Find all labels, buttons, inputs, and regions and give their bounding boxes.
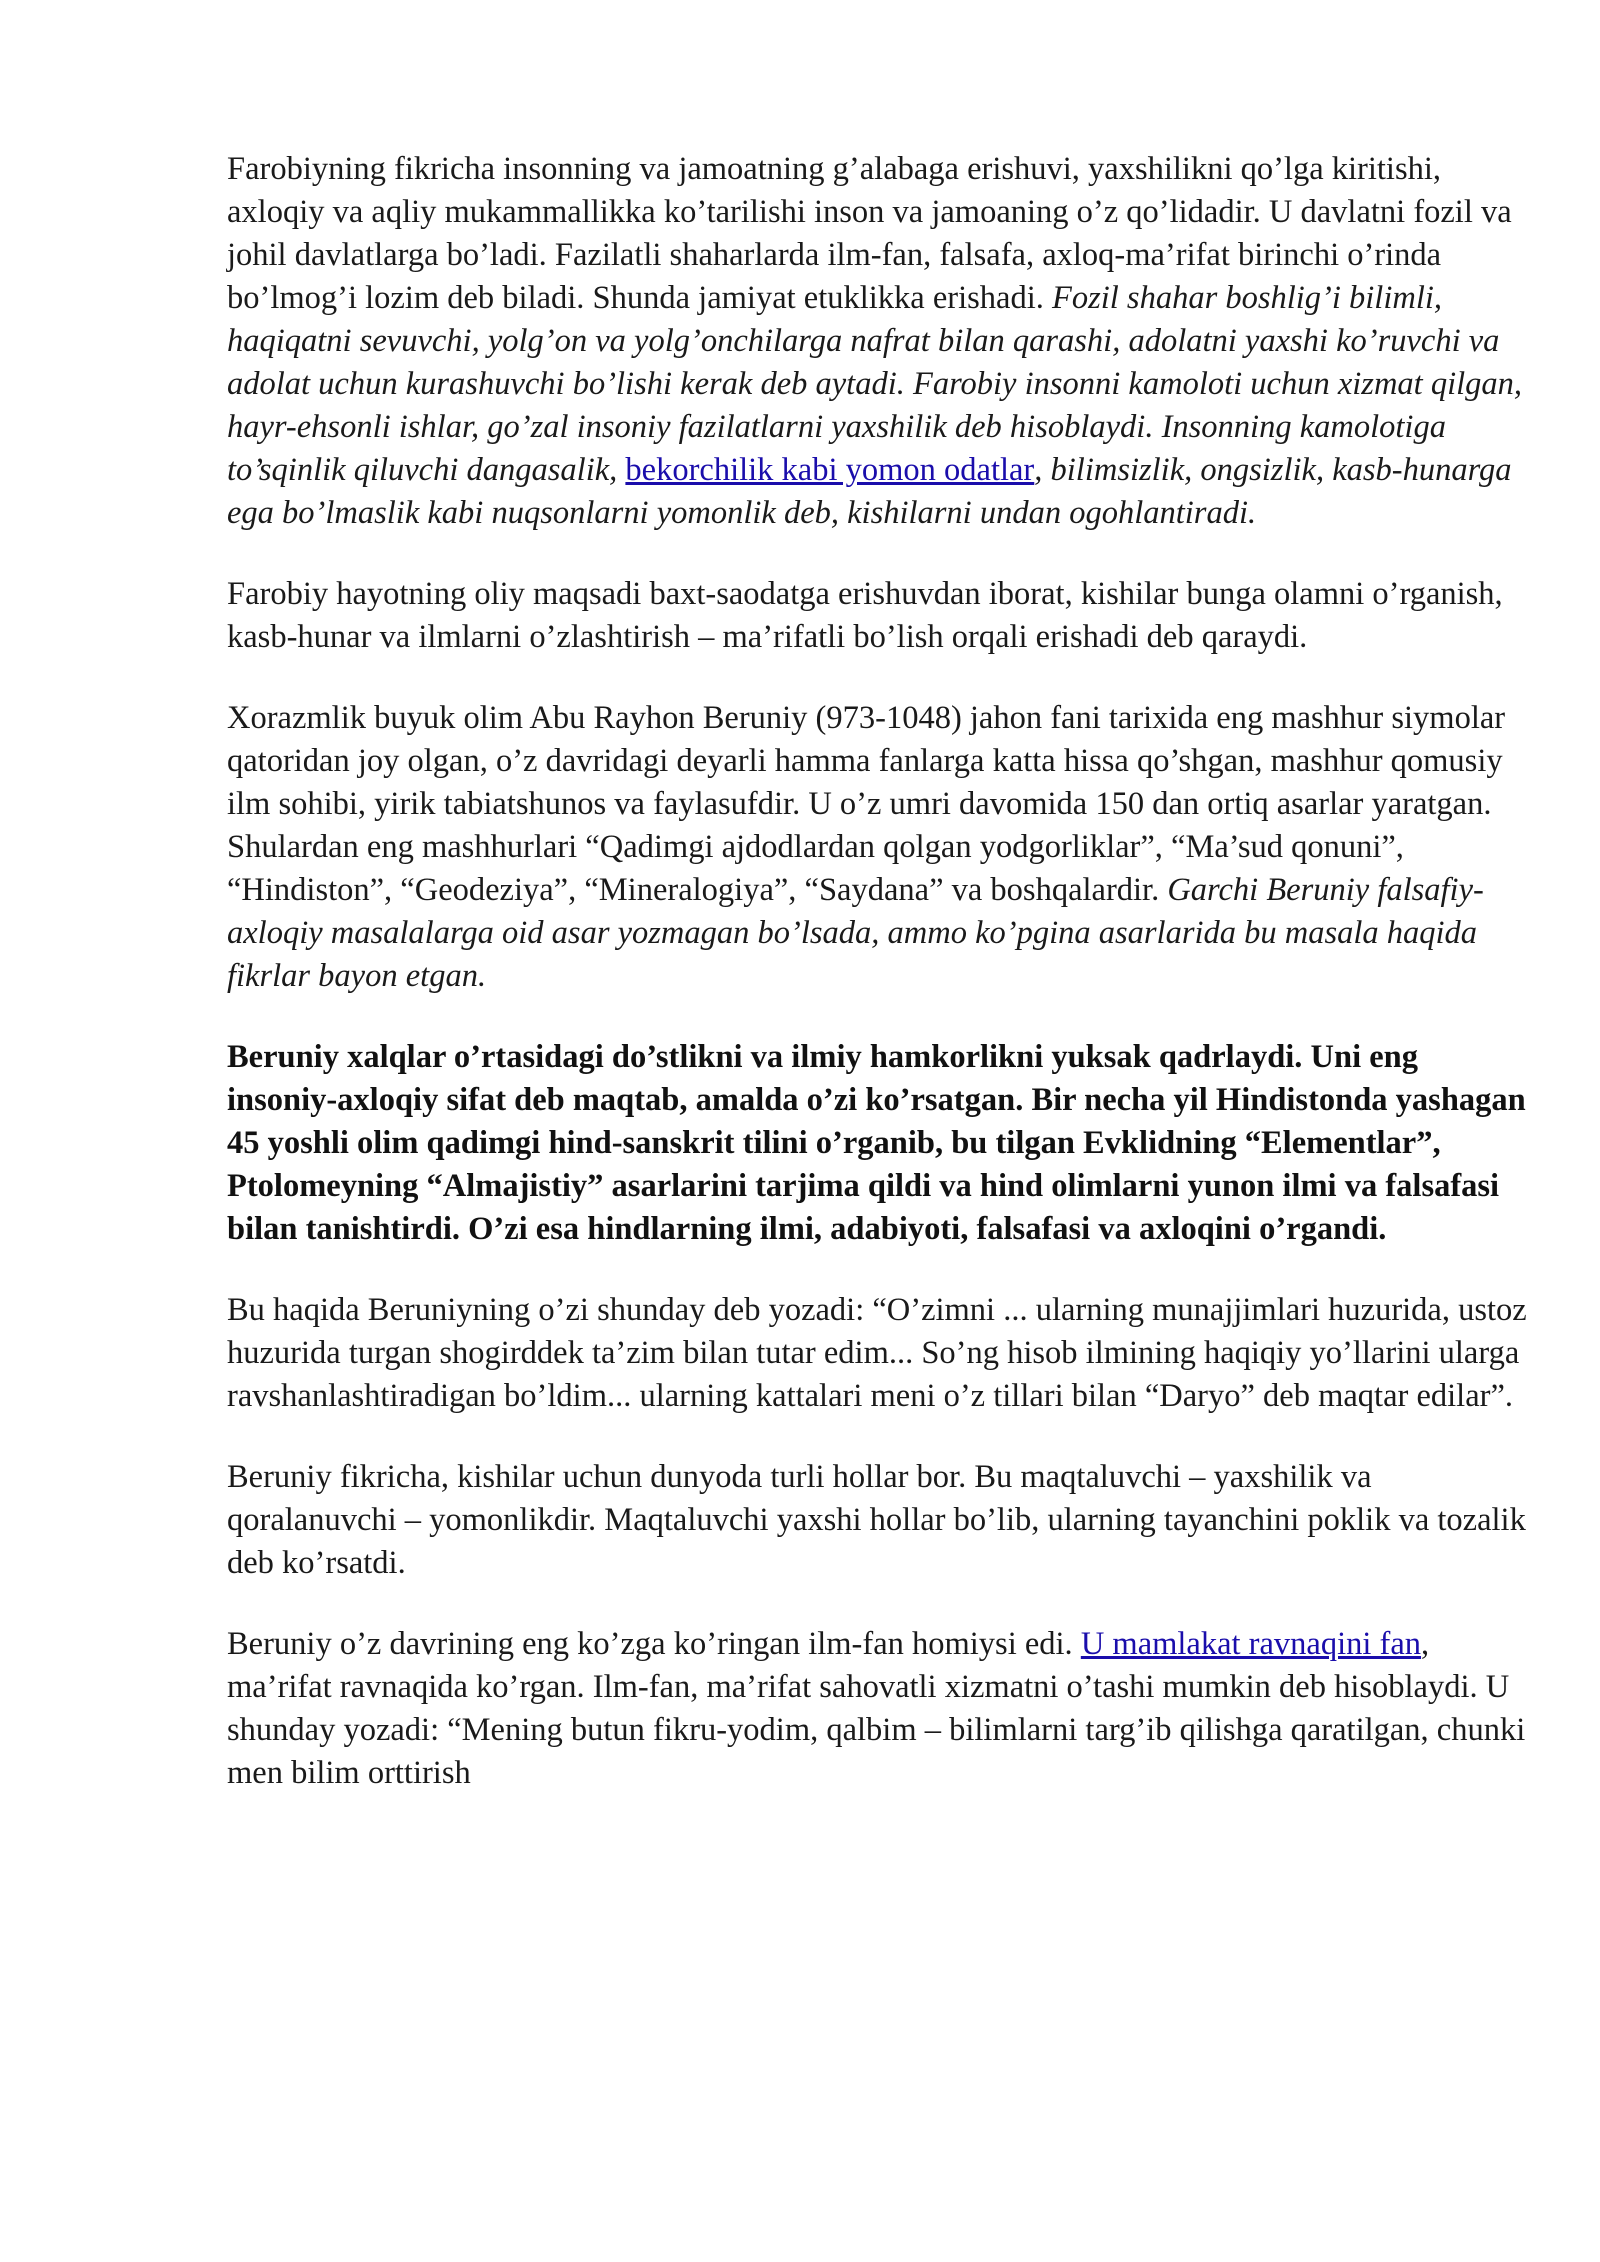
document-page	[227, 148, 1527, 1833]
paragraph-beruniy-science	[227, 1623, 1527, 1795]
paragraph-text: Xorazmlik buyuk olim Abu Rayhon Beruniy (973-1048) jahon fani tarixida eng mashhur siymolar qatoridan joy olgan, o’z davridagi deyarli hamma fanlarga katta hissa qo’shgan, mashhur qomusiy ilm sohibi, yirik tabiatshunos va faylasufdir. U o’z umri davomida 150 dan ortiq asarlar yaratgan. Shulardan eng mashhurlari “Qadimgi ajdodlardan qolgan yodgorliklar”, “Ma’sud qonuni”, “Hindiston”, “Geodeziya”, “Mineralogiya”, “Saydana” va boshqalardir.	[227, 700, 1506, 908]
paragraph-farobiy-virtue	[227, 148, 1527, 535]
paragraph-farobiy-happiness: Farobiy hayotning oliy maqsadi baxt-saodatga erishuvdan iborat, kishilar bunga olamni o’rganish, kasb-hunar va ilmlarni o’zlashtirish – ma’rifatli bo’lish orqali erishadi deb qaraydi.	[227, 576, 1503, 655]
paragraph-text: Beruniy o’z davrining eng ko’zga ko’ringan ilm-fan homiysi edi.	[227, 1626, 1081, 1662]
paragraph-text: , ma’rifat ravnaqida ko’rgan. Ilm-fan, ma’rifat sahovatli xizmatni o’tashi mumkin deb hisoblaydi. U shunday yozadi: “Mening butun fikru-yodim, qalbim – bilimlarni targ’ib qilishga qaratilgan, chunki men bilim orttirish	[227, 1626, 1526, 1791]
italic-text: Garchi Beruniy falsafiy-axloqiy masalalarga oid asar yozmagan bo’lsada, ammo ko’pgina asarlarida bu masala haqida fikrlar bayon etgan.	[227, 872, 1484, 994]
paragraph-beruniy-quote: Bu haqida Beruniyning o’zi shunday deb yozadi: “O’zimni ... ularning munajjimlari huzurida, ustoz huzurida turgan shogirddek ta’zim bilan tutar edim... So’ng hisob ilmining haqiqiy yo’llarini ularga ravshanlashtiradigan bo’ldim... ularning kattalari meni o’z tillari bilan “Daryo” deb maqtar edilar”.	[227, 1292, 1527, 1414]
italic-text: Fozil shahar boshlig’i bilimli, haqiqatni sevuvchi, yolg’on va yolg’onchilarga nafrat bilan qarashi, adolatni yaxshi ko’ruvchi va adolat uchun kurashuvchi bo’lishi kerak deb aytadi. Farobiy insonni kamoloti uchun xizmat qilgan, hayr-ehsonli ishlar, go’zal insoniy fazilatlarni yaxshilik deb hisoblaydi. Insonning kamolotiga to’sqinlik qiluvchi dangasalik,	[227, 280, 1523, 488]
link-bad-habits[interactable]: bekorchilik kabi yomon odatlar	[625, 452, 1035, 488]
link-country-progress[interactable]: U mamlakat ravnaqini fan	[1080, 1626, 1422, 1662]
italic-text: , bilimsizlik, ongsizlik, kasb-hunarga ega bo’lmaslik kabi nuqsonlarni yomonlik deb, kishilarni undan ogohlantiradi.	[227, 452, 1512, 531]
paragraph-text: Farobiyning fikricha insonning va jamoatning g’alabaga erishuvi, yaxshilikni qo’lga kiritishi, axloqiy va aqliy mukammallikka ko’tarilishi inson va jamoaning o’z qo’lidadir. U davlatni fozil va johil davlatlarga bo’ladi. Fazilatli shaharlarda ilm-fan, falsafa, axloq-ma’rifat birinchi o’rinda bo’lmog’i lozim deb biladi. Shunda jamiyat etuklikka erishadi.	[227, 151, 1512, 316]
paragraph-beruniy-friendship: Beruniy xalqlar o’rtasidagi do’stlikni va ilmiy hamkorlikni yuksak qadrlaydi. Uni eng insoniy-axloqiy sifat deb maqtab, amalda o’zi ko’rsatgan. Bir necha yil Hindistonda yashagan 45 yoshli olim qadimgi hind-sanskrit tilini o’rganib, bu tilgan Evklidning “Elementlar”, Ptolomeyning “Almajistiy” asarlarini tarjima qildi va hind olimlarni yunon ilmi va falsafasi bilan tanishtirdi. O’zi esa hindlarning ilmi, adabiyoti, falsafasi va axloqini o’rgandi.	[227, 1039, 1526, 1247]
paragraph-beruniy-good-bad: Beruniy fikricha, kishilar uchun dunyoda turli hollar bor. Bu maqtaluvchi – yaxshilik va qoralanuvchi – yomonlikdir. Maqtaluvchi yaxshi hollar bo’lib, ularning tayanchini poklik va tozalik deb ko’rsatdi.	[227, 1459, 1526, 1581]
paragraph-beruniy-intro	[227, 697, 1527, 998]
